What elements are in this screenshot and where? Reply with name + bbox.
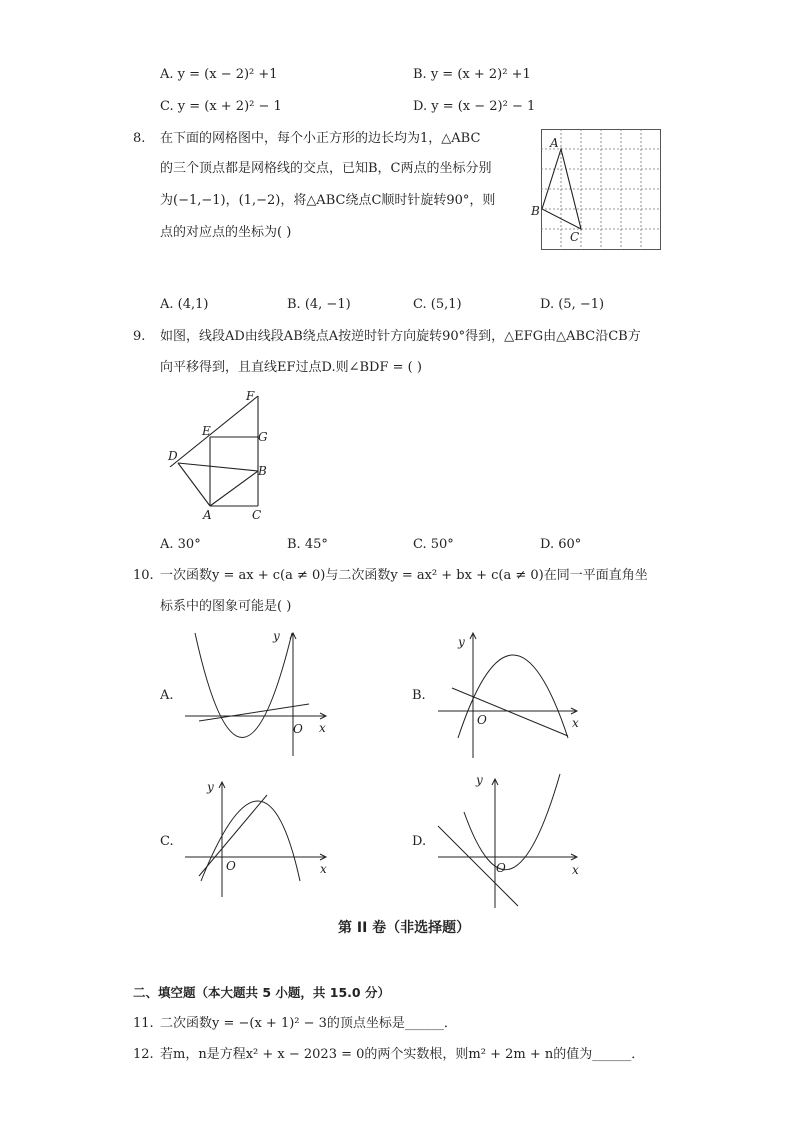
q10-graph-c — [185, 775, 335, 900]
q10-c-x-label: x — [320, 862, 327, 876]
q9-option-a: A. 30° — [160, 537, 201, 552]
q10-a-origin: O — [293, 722, 303, 736]
q9-label-g: G — [258, 430, 268, 444]
q8-number: 8. — [133, 131, 146, 146]
q10-graph-a — [185, 628, 335, 758]
q8-label-b: B — [531, 204, 540, 218]
q10-stem-line2: 标系中的图象可能是( ) — [160, 599, 292, 614]
q10-d-y-label: y — [476, 773, 483, 787]
q10-c-y-label: y — [207, 780, 214, 794]
section2-heading: 二、填空题（本大题共 5 小题，共 15.0 分） — [133, 985, 390, 1000]
q11-text: 二次函数y = −(x + 1)² − 3的顶点坐标是______． — [160, 1016, 457, 1031]
q9-label-b: B — [258, 464, 267, 478]
q9-label-e: E — [202, 424, 211, 438]
q10-b-origin: O — [477, 713, 487, 727]
q8-stem-line2: 的三个顶点都是网格线的交点，已知B，C两点的坐标分别 — [160, 161, 492, 176]
q8-option-a: A. (4,1) — [160, 297, 209, 312]
q8-option-d: D. (5, −1) — [540, 297, 605, 312]
q9-number: 9. — [133, 329, 146, 344]
q10-graph-d — [436, 772, 586, 912]
q9-label-a: A — [203, 508, 212, 522]
q7-option-b: B. y = (x + 2)² +1 — [413, 67, 531, 82]
q9-figure — [160, 388, 280, 523]
q10-graph-b — [436, 628, 586, 763]
q10-d-x-label: x — [572, 863, 579, 877]
part2-title: 第 II 卷（非选择题） — [338, 920, 471, 936]
q8-option-c: C. (5,1) — [413, 297, 462, 312]
q9-option-b: B. 45° — [287, 537, 328, 552]
q8-stem-line1: 在下面的网格图中，每个小正方形的边长均为1，△ABC — [160, 131, 481, 146]
q10-a-y-label: y — [273, 629, 280, 643]
q10-a-x-label: x — [319, 721, 326, 735]
q8-grid-figure — [531, 129, 661, 251]
q10-option-d-label: D. — [412, 834, 427, 849]
q9-stem-line1: 如图，线段AD由线段AB绕点A按逆时针方向旋转90°得到，△EFG由△ABC沿CB方 — [160, 329, 641, 344]
q8-label-c: C — [570, 230, 580, 244]
q7-option-d: D. y = (x − 2)² − 1 — [413, 99, 536, 114]
q8-stem-line3: 为(−1,−1)，(1,−2)，将△ABC绕点C顺时针旋转90°，则 — [160, 193, 496, 208]
q9-stem-line2: 向平移得到，且直线EF过点D.则∠BDF = ( ) — [160, 360, 422, 375]
q12-number: 12. — [133, 1047, 154, 1062]
q10-option-c-label: C. — [160, 834, 174, 849]
q11-number: 11. — [133, 1016, 154, 1031]
q9-option-d: D. 60° — [540, 537, 582, 552]
q8-stem-line4: 点的对应点的坐标为( ) — [160, 225, 292, 240]
q10-b-y-label: y — [458, 635, 465, 649]
q9-option-c: C. 50° — [413, 537, 454, 552]
q10-stem-line1: 一次函数y = ax + c(a ≠ 0)与二次函数y = ax² + bx + c(a ≠ 0)在同一平面直角坐 — [160, 568, 648, 583]
q7-option-c: C. y = (x + 2)² − 1 — [160, 99, 282, 114]
q12-text: 若m，n是方程x² + x − 2023 = 0的两个实数根，则m² + 2m + n的值为______． — [160, 1047, 645, 1062]
q10-option-b-label: B. — [412, 688, 426, 703]
q9-label-c: C — [252, 508, 262, 522]
q10-c-origin: O — [226, 859, 236, 873]
q8-label-a: A — [550, 136, 559, 150]
q9-label-f: F — [246, 389, 255, 403]
q7-option-a: A. y = (x − 2)² +1 — [160, 67, 278, 82]
q9-label-d: D — [168, 449, 178, 463]
q10-number: 10. — [133, 568, 154, 583]
q10-d-origin: O — [496, 861, 506, 875]
q10-b-x-label: x — [572, 716, 579, 730]
q8-option-b: B. (4, −1) — [287, 297, 351, 312]
q10-option-a-label: A. — [160, 688, 174, 703]
